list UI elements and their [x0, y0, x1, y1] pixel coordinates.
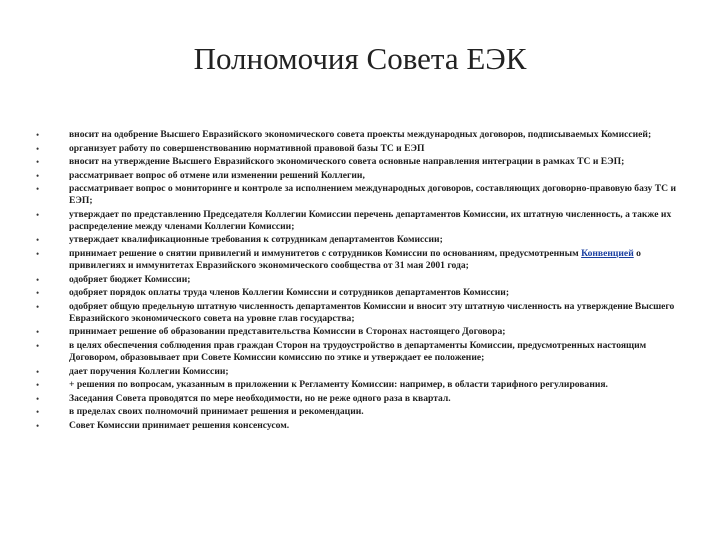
- list-item: [36, 248, 686, 272]
- bullet-icon: •: [36, 248, 40, 259]
- list-item-text: одобряет общую предельную штатную численность департаментов Комиссии и вносит эту штатную численность на утверждение Высшего Евразийского экономического совета на уровне глав государства;: [69, 300, 675, 324]
- list-item: [36, 234, 686, 246]
- list-item: [36, 156, 686, 168]
- bullet-icon: •: [36, 420, 40, 431]
- slide-title: Полномочия Совета ЕЭК: [193, 41, 527, 76]
- bullet-icon: •: [36, 288, 40, 299]
- list-item-text: дает поручения Коллегии Комиссии;: [69, 365, 229, 377]
- list-item: [36, 143, 686, 155]
- list-item-text: Заседания Совета проводятся по мере необходимости, но не реже одного раза в квартал.: [69, 392, 451, 404]
- list-item: [36, 379, 686, 391]
- bullet-icon: •: [36, 366, 40, 377]
- list-item: [36, 287, 686, 299]
- bullet-icon: •: [36, 340, 40, 351]
- list-item: [36, 420, 686, 432]
- bullet-icon: •: [36, 157, 40, 167]
- list-item-text: в целях обеспечения соблюдения прав граждан Сторон на трудоустройство в департаменты Комиссии, предусмотренных настоящим Договором, образовывает при Совете Комиссии комиссию по этике и утверждает ее положение;: [69, 339, 647, 364]
- list-item-text: в пределах своих полномочий принимает решения и рекомендации.: [69, 406, 364, 418]
- list-item-text: вносит на утверждение Высшего Евразийского экономического совета основные направления интеграции в рамках ТС и ЕЭП;: [69, 156, 625, 167]
- list-item-text: принимает решение об образовании представительства Комиссии в Сторонах настоящего Договора;: [69, 326, 506, 338]
- list-item-text: принимает решение о снятии привилегий и иммунитетов с сотрудников Комиссии по основаниям, предусмотренным: [69, 247, 582, 259]
- bullet-icon: •: [36, 143, 40, 154]
- list-item: [36, 183, 686, 207]
- list-item: [36, 274, 686, 286]
- list-item: [36, 301, 686, 325]
- powers-list: [36, 129, 686, 433]
- list-item-text: о привилегиях и иммунитетах Евразийского экономического сообщества от 31 мая 2001 года;: [69, 247, 641, 272]
- bullet-icon: •: [36, 184, 40, 194]
- list-item-text: + решения по вопросам, указанным в приложении к Регламенту Комиссии: например, в области тарифного регулирования.: [69, 379, 608, 391]
- list-item-text: рассматривает вопрос об отмене или изменении решений Коллегии,: [69, 169, 365, 181]
- bullet-icon: •: [36, 130, 40, 140]
- list-item-text: рассматривает вопрос о мониторинге и контроле за исполнением международных договоров, составляющих договорно-правовую базу ТС и ЕЭП;: [69, 183, 677, 207]
- list-item-text: организует работу по совершенствованию нормативной правовой базы ТС и ЕЭП: [69, 142, 425, 154]
- bullet-icon: •: [36, 393, 40, 404]
- list-item: [36, 366, 686, 378]
- list-item-text: Совет Комиссии принимает решения консенсусом.: [69, 419, 290, 431]
- list-item: [36, 326, 686, 338]
- list-item-text: утверждает по представлению Председателя Коллегии Комиссии перечень департаментов Комиссии, их штатную численность, а также их распределение между членами Коллегии Комиссии;: [69, 208, 672, 232]
- list-item-text: утверждает квалификационные требования к сотрудникам департаментов Комиссии;: [69, 234, 443, 246]
- bullet-icon: •: [36, 301, 40, 312]
- list-item: [36, 406, 686, 418]
- bullet-icon: •: [36, 274, 40, 285]
- bullet-icon: •: [36, 380, 40, 391]
- bullet-icon: •: [36, 209, 40, 220]
- list-item: [36, 340, 686, 364]
- list-item: [36, 393, 686, 405]
- list-item-text: одобряет порядок оплаты труда членов Коллегии Комиссии и сотрудников департаментов Комиссии;: [69, 287, 510, 299]
- list-item-text: одобряет бюджет Комиссии;: [69, 273, 191, 285]
- bullet-icon: •: [36, 327, 40, 338]
- list-item: [36, 209, 686, 233]
- bullet-icon: •: [36, 170, 40, 181]
- bullet-icon: •: [36, 407, 40, 418]
- list-item-text: вносит на одобрение Высшего Евразийского экономического совета проекты международных договоров, подписываемых Комиссией;: [69, 129, 652, 140]
- list-item: [36, 170, 686, 182]
- convention-link[interactable]: Конвенцией: [581, 247, 634, 259]
- bullet-icon: •: [36, 235, 40, 246]
- list-item: [36, 129, 686, 141]
